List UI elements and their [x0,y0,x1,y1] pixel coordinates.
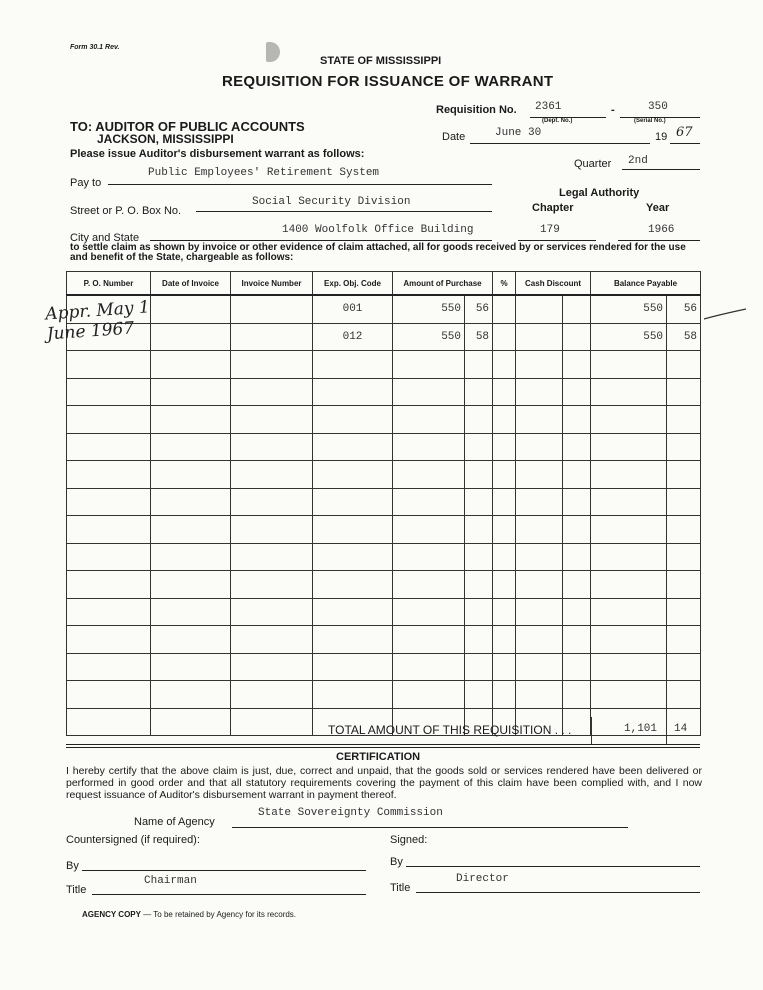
pay-to-value: Public Employees' Retirement System [148,167,380,179]
form-title: REQUISITION FOR ISSUANCE OF WARRANT [222,73,554,90]
code-cell: 001 [313,295,393,323]
right-title-value: Director [456,873,509,885]
claim-table [66,271,701,736]
countersigned-label: Countersigned (if required): [66,834,200,846]
total-row [66,717,700,745]
header-percent: % [493,272,516,296]
total-value: 1,101 [624,723,658,735]
chapter-label: Chapter [532,202,574,214]
form-number: Form 30.1 Rev. [70,44,120,51]
street-value: Social Security Division [252,196,411,208]
requisition-label: Requisition No. [436,104,517,116]
header-exp-obj-code: Exp. Obj. Code [313,272,393,296]
header-po-number: P. O. Number [67,272,151,296]
legal-authority-label: Legal Authority [559,187,640,199]
amount-cell: 550 [393,295,465,323]
total-label: TOTAL AMOUNT OF THIS REQUISITION . . . [328,723,572,737]
table-row [67,598,701,626]
left-title-value: Chairman [144,875,197,887]
table-row [67,406,701,434]
title-label-right: Title [390,882,411,894]
balance-cell: 550 [591,295,667,323]
chapter-value: 179 [540,224,560,236]
table-row [67,378,701,406]
pay-to-label: Pay to [70,177,102,189]
year-label: Year [646,202,670,214]
footer-note: AGENCY COPY — To be retained by Agency for its records. [82,910,297,919]
certification-text: I hereby certify that the above claim is just, due, correct and unpaid, that the goods sold or services rendered have been delivered or performed in good order and that all statutory requirements covering the payment of this claim have been complied with, and I now request issuance of Auditor's disbursement warrant in payment thereof. [66,765,702,801]
amount-cell: 550 [393,323,465,351]
total-cents-value: 14 [674,723,688,735]
header-date-of-invoice: Date of Invoice [151,272,231,296]
to-line-2: JACKSON, MISSISSIPPI [97,132,234,146]
instruction-text: Please issue Auditor's disbursement warrant as follows: [70,148,365,160]
header-amount-of-purchase: Amount of Purchase [393,272,493,296]
date-value: June 30 [495,127,542,139]
table-row [67,488,701,516]
dept-no-value: 2361 [535,101,562,113]
table-row [67,516,701,544]
certification-heading: CERTIFICATION [336,751,421,763]
check-mark-icon [700,305,750,325]
year-prefix: 19 [655,131,668,143]
city-value: 1400 Woolfolk Office Building [282,224,474,236]
punch-hole-mark [266,42,280,62]
amount-cents-cell: 58 [465,323,493,351]
settle-text: to settle claim as shown by invoice or other evidence of claim attached, all for goods received by or services rendered for the use and benefit of the State, chargeable as follows: [70,242,686,263]
agency-label: Name of Agency [134,816,215,828]
table-row [67,543,701,571]
by-label-right: By [390,856,403,868]
signed-label: Signed: [390,834,428,846]
table-row [67,571,701,599]
by-label-left: By [66,860,79,872]
quarter-label: Quarter [574,158,612,170]
state-heading: STATE OF MISSISSIPPI [320,55,442,67]
amount-cents-cell: 56 [465,295,493,323]
table-row [67,351,701,379]
table-row [67,626,701,654]
city-label: City and State [70,232,140,244]
code-cell: 012 [313,323,393,351]
table-row [67,433,701,461]
date-label: Date [442,131,466,143]
table-row [67,653,701,681]
title-label-left: Title [66,884,87,896]
table-row [67,461,701,489]
serial-no-value: 350 [648,101,668,113]
year-value: 67 [676,125,693,140]
header-invoice-number: Invoice Number [231,272,313,296]
dept-label: (Dept. No.) [542,118,573,124]
header-cash-discount: Cash Discount [516,272,591,296]
handwritten-note: Appr. May 1 June 1967 [44,297,151,345]
table-row [67,681,701,709]
quarter-value: 2nd [628,155,648,167]
agency-value: State Sovereignty Commission [258,807,443,819]
serial-label: (Serial No.) [634,118,666,124]
balance-cell: 550 [591,323,667,351]
to-line-1: TO: AUDITOR OF PUBLIC ACCOUNTS [70,119,305,134]
balance-cents-cell: 58 [667,323,701,351]
legal-year-value: 1966 [648,224,675,236]
balance-cents-cell: 56 [667,295,701,323]
street-label: Street or P. O. Box No. [70,205,182,217]
header-balance-payable: Balance Payable [591,272,701,296]
